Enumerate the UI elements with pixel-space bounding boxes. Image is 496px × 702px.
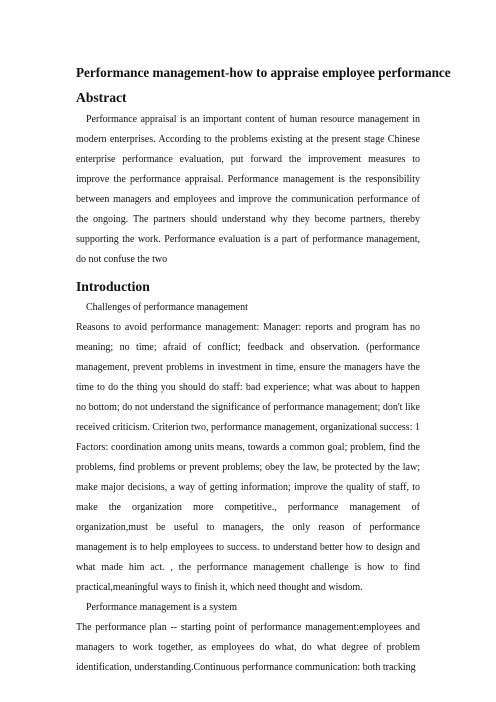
- subheading-system: Performance management is a system: [86, 602, 238, 613]
- abstract-heading: Abstract: [76, 90, 127, 105]
- introduction-heading: Introduction: [76, 279, 150, 294]
- intro-paragraph-2: The performance plan -- starting point of performance management:employees and managers to work together, as employees do what, do what degree of problem identification, understanding.Continuous performance communication: both tracking: [76, 622, 420, 673]
- abstract-paragraph: Performance appraisal is an important content of human resource management in modern enterprises. According to the problems existing at the present stage Chinese enterprise performance evaluation, put forward the improvement measures to improve the performance appraisal. Performance management is the responsibility between managers and employees and improve the communication performance of the ongoing. The partners should understand why they become partners, thereby supporting the work. Performance evaluation is a part of performance management, do not confuse the two: [76, 114, 420, 265]
- document-title: Performance management-how to appraise employee performance: [76, 65, 451, 80]
- document-page: [76, 64, 451, 678]
- intro-paragraph-1: Reasons to avoid performance management: Manager: reports and program has no meaning; no time; afraid of conflict; feedback and observation. (performance management, prevent problems in investment in time, ensure the managers have the time to do the thing you should do staff: bad experience; what was about to happen no bottom; do not understand the significance of performance management; don't like received criticism. Criterion two, performance management, organizational success: 1 Factors: coordination among units means, towards a common goal; problem, find the problems, find problems or prevent problems; obey the law, be protected by the law; make major decisions, a way of getting information; improve the quality of staff, to make the organization more competitive., performance management of organization,must be useful to managers, the only reason of performance management is to help employees to success. to understand better how to design and what made him act. , the performance management challenge is how to find practical,meaningful ways to finish it, which need thought and wisdom.: [76, 322, 420, 593]
- subheading-challenges: Challenges of performance management: [86, 302, 248, 313]
